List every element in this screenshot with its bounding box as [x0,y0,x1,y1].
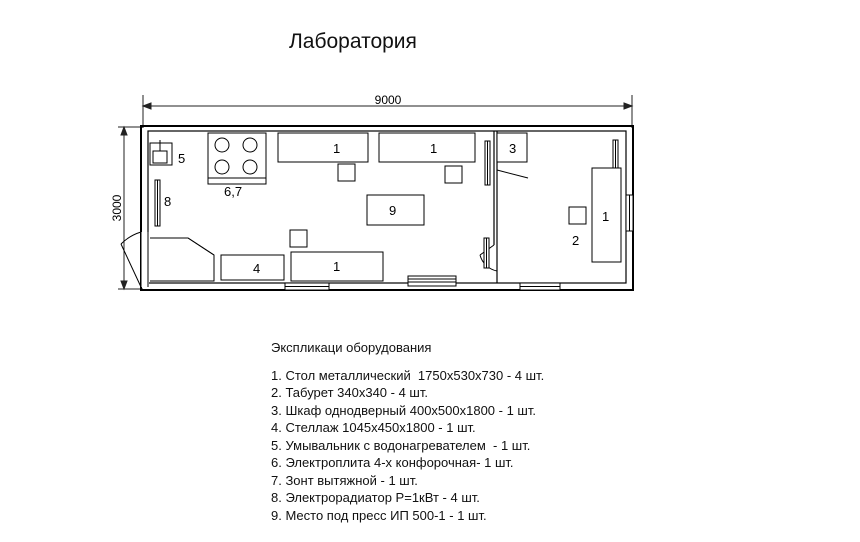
page-title: Лаборатория [289,30,417,53]
window-bottom-left [285,283,329,290]
stool [445,166,462,183]
equipment-legend [271,339,544,524]
corner-counter [150,238,214,281]
radiator-bottom [484,238,489,268]
legend-title: Экспликаци оборудования [271,340,432,355]
sink-label: 5 [178,151,186,166]
table-label: 1 [602,209,610,224]
legend-item: 3. Шкаф однодверный 400х500х1800 - 1 шт. [271,402,536,418]
legend-item: 4. Стеллаж 1045х450х1800 - 1 шт. [271,420,476,435]
entrance-door [121,232,149,287]
table-label: 1 [430,141,438,156]
length-label: 9000 [374,93,402,107]
sink [150,140,172,165]
window-right [626,195,633,231]
cabinet-label: 3 [509,141,517,156]
radiator-label: 8 [164,194,172,209]
radiator-partition [485,141,490,185]
table-label: 1 [333,259,341,274]
table-label: 1 [333,141,341,156]
legend-item: 1. Стол металлический 1750х530х730 - 4 шт. [271,367,545,383]
stool [338,164,355,181]
legend-item: 9. Место под пресс ИП 500-1 - 1 шт. [271,507,487,523]
legend-item: 8. Электрорадиатор P=1кВт - 4 шт. [271,490,480,505]
table [278,133,368,162]
table [379,133,475,162]
press-label: 9 [389,203,397,218]
radiator [155,180,160,226]
legend-item: 5. Умывальник с водонагревателем - 1 шт. [271,437,531,453]
window-bottom-middle [408,276,456,286]
stool [290,230,307,247]
stool [569,207,586,224]
legend-item: 7. Зонт вытяжной - 1 шт. [271,472,418,488]
window-bottom-right [520,283,560,290]
legend-item: 6. Электроплита 4-х конфорочная- 1 шт. [271,455,514,470]
stool-label: 2 [572,233,580,248]
width-label: 3000 [110,194,124,222]
stove [208,133,266,184]
shelf-label: 4 [253,261,261,276]
legend-item: 2. Табурет 340х340 - 4 шт. [271,385,428,400]
stove-hood-label: 6,7 [224,184,243,199]
